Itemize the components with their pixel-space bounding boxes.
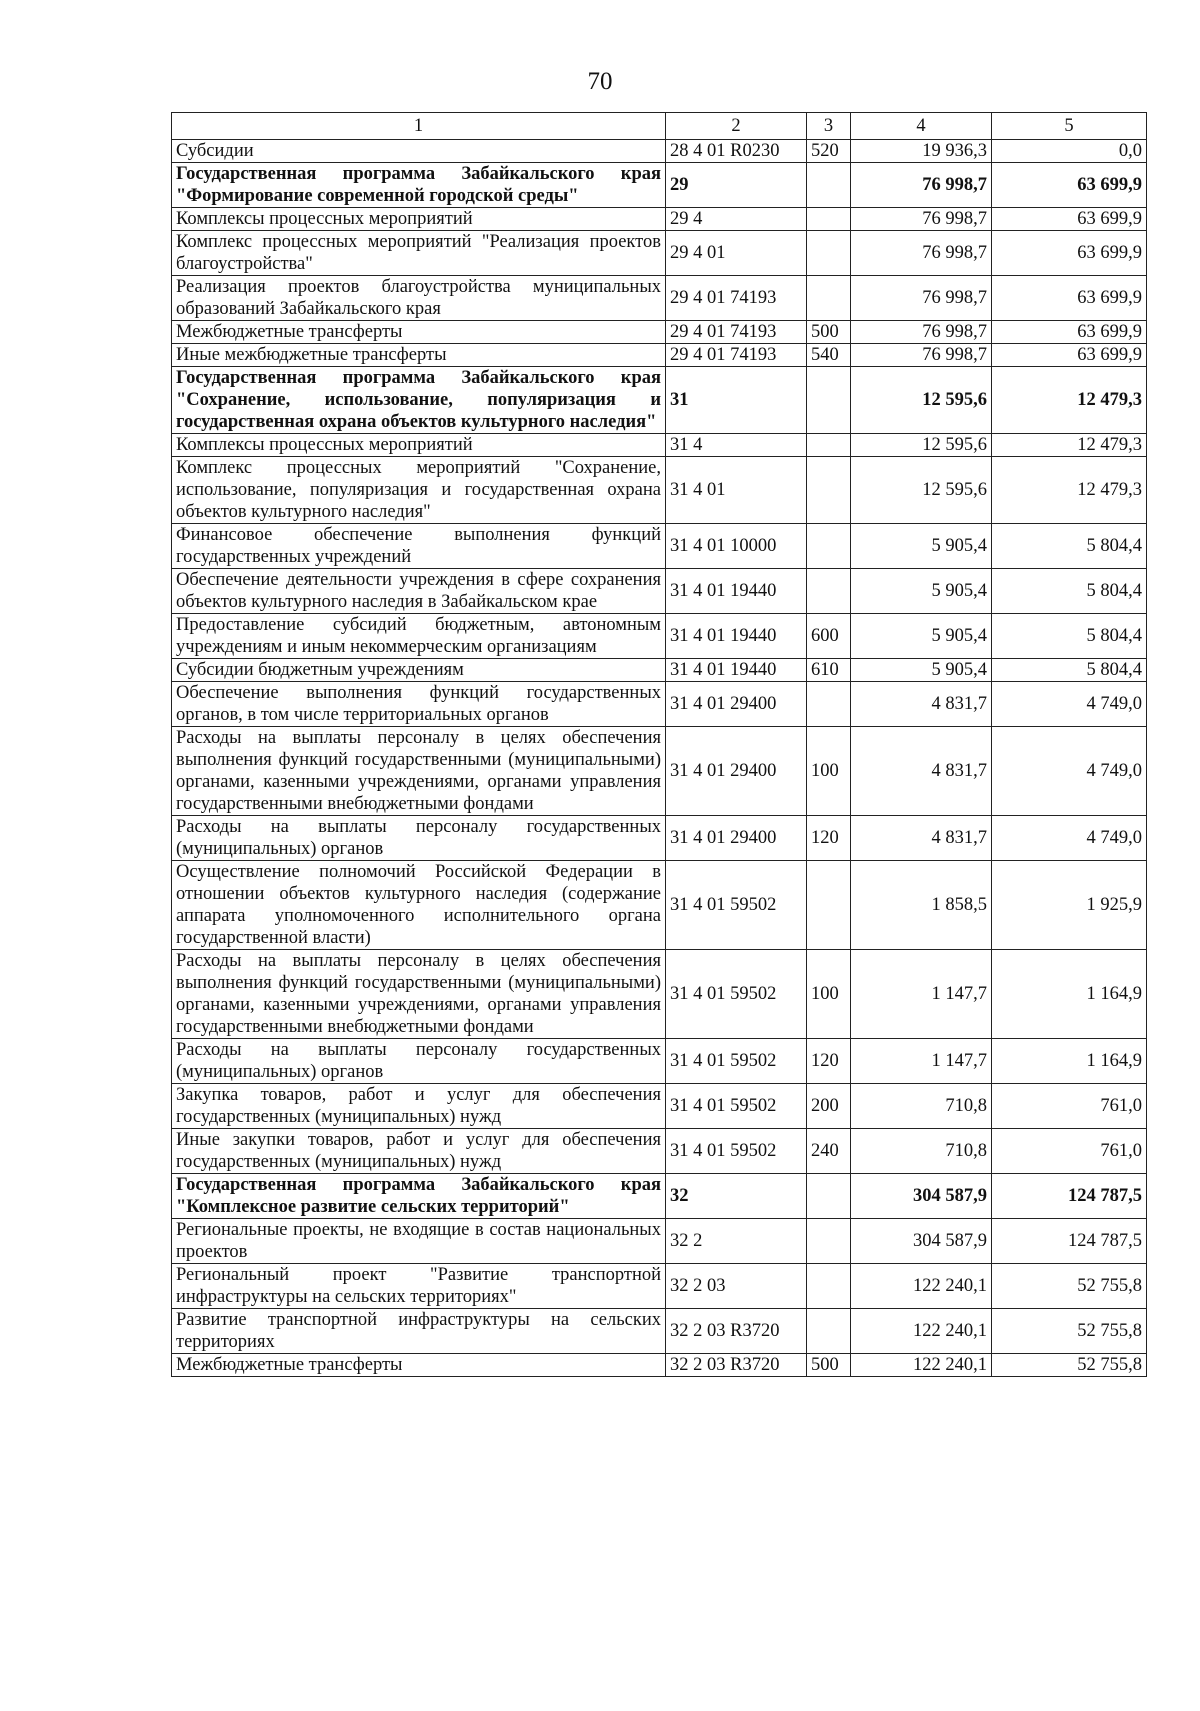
row-code-cell: 32 2 03 R3720 — [666, 1309, 807, 1354]
row-value-2026-cell: 761,0 — [992, 1129, 1147, 1174]
row-code-cell: 32 — [666, 1174, 807, 1219]
row-name-cell: Осуществление полномочий Российской Федерации в отношении объектов культурного наследия (содержание аппарата уполномоченного исполнительного органа государственной власти) — [172, 861, 666, 950]
row-kvr-cell: 610 — [807, 659, 851, 682]
column-header: 1 — [172, 113, 666, 140]
row-kvr-cell: 100 — [807, 950, 851, 1039]
row-value-2025-cell: 76 998,7 — [851, 208, 992, 231]
table-row — [172, 344, 1147, 367]
table-row — [172, 614, 1147, 659]
row-value-2025-cell: 4 831,7 — [851, 682, 992, 727]
row-value-2026-cell: 1 925,9 — [992, 861, 1147, 950]
row-value-2025-cell: 12 595,6 — [851, 434, 992, 457]
table-row — [172, 727, 1147, 816]
row-kvr-cell — [807, 682, 851, 727]
row-value-2025-cell: 1 858,5 — [851, 861, 992, 950]
row-name-cell: Государственная программа Забайкальского края "Комплексное развитие сельских территорий" — [172, 1174, 666, 1219]
row-name-cell: Расходы на выплаты персоналу в целях обеспечения выполнения функций государственными (муниципальными) органами, казенными учреждениями, органами управления государственными внебюджетными фондами — [172, 950, 666, 1039]
row-name-cell: Региональный проект "Развитие транспортной инфраструктуры на сельских территориях" — [172, 1264, 666, 1309]
page-number: 70 — [587, 68, 613, 95]
table-row — [172, 276, 1147, 321]
row-kvr-cell — [807, 163, 851, 208]
row-value-2025-cell: 12 595,6 — [851, 457, 992, 524]
row-name-cell: Комплекс процессных мероприятий "Сохранение, использование, популяризация и государственная охрана объектов культурного наследия" — [172, 457, 666, 524]
row-name-cell: Расходы на выплаты персоналу в целях обеспечения выполнения функций государственными (муниципальными) органами, казенными учреждениями, органами управления государственными внебюджетными фондами — [172, 727, 666, 816]
row-code-cell: 32 2 03 — [666, 1264, 807, 1309]
row-name-cell: Комплексы процессных мероприятий — [172, 434, 666, 457]
row-value-2026-cell: 5 804,4 — [992, 569, 1147, 614]
row-value-2026-cell: 52 755,8 — [992, 1264, 1147, 1309]
table-row — [172, 1354, 1147, 1377]
row-value-2025-cell: 710,8 — [851, 1084, 992, 1129]
row-code-cell: 29 4 01 74193 — [666, 344, 807, 367]
table-row — [172, 321, 1147, 344]
row-kvr-cell: 100 — [807, 727, 851, 816]
row-name-cell: Финансовое обеспечение выполнения функций государственных учреждений — [172, 524, 666, 569]
row-kvr-cell — [807, 1309, 851, 1354]
row-value-2025-cell: 122 240,1 — [851, 1264, 992, 1309]
row-kvr-cell — [807, 861, 851, 950]
row-value-2026-cell: 63 699,9 — [992, 231, 1147, 276]
row-value-2025-cell: 76 998,7 — [851, 321, 992, 344]
row-code-cell: 31 4 01 59502 — [666, 1084, 807, 1129]
row-value-2026-cell: 1 164,9 — [992, 1039, 1147, 1084]
row-value-2026-cell: 63 699,9 — [992, 208, 1147, 231]
row-code-cell: 31 4 01 19440 — [666, 659, 807, 682]
row-value-2026-cell: 63 699,9 — [992, 321, 1147, 344]
table-row — [172, 950, 1147, 1039]
column-header: 3 — [807, 113, 851, 140]
row-kvr-cell — [807, 231, 851, 276]
row-kvr-cell — [807, 367, 851, 434]
row-code-cell: 32 2 — [666, 1219, 807, 1264]
row-name-cell: Обеспечение выполнения функций государственных органов, в том числе территориальных органов — [172, 682, 666, 727]
row-value-2026-cell: 761,0 — [992, 1084, 1147, 1129]
row-value-2026-cell: 52 755,8 — [992, 1354, 1147, 1377]
row-code-cell: 31 4 — [666, 434, 807, 457]
row-code-cell: 31 4 01 59502 — [666, 1129, 807, 1174]
table-row — [172, 1174, 1147, 1219]
row-value-2025-cell: 4 831,7 — [851, 816, 992, 861]
row-value-2025-cell: 76 998,7 — [851, 344, 992, 367]
row-value-2025-cell: 122 240,1 — [851, 1309, 992, 1354]
row-value-2025-cell: 122 240,1 — [851, 1354, 992, 1377]
row-name-cell: Государственная программа Забайкальского края "Формирование современной городской среды" — [172, 163, 666, 208]
row-value-2025-cell: 5 905,4 — [851, 614, 992, 659]
row-kvr-cell: 600 — [807, 614, 851, 659]
table-row — [172, 1264, 1147, 1309]
row-value-2025-cell: 1 147,7 — [851, 950, 992, 1039]
row-kvr-cell: 200 — [807, 1084, 851, 1129]
row-code-cell: 31 4 01 29400 — [666, 682, 807, 727]
row-code-cell: 31 4 01 59502 — [666, 950, 807, 1039]
row-name-cell: Комплекс процессных мероприятий "Реализация проектов благоустройства" — [172, 231, 666, 276]
table-row — [172, 163, 1147, 208]
column-header: 2 — [666, 113, 807, 140]
row-name-cell: Субсидии бюджетным учреждениям — [172, 659, 666, 682]
table-row — [172, 1129, 1147, 1174]
row-name-cell: Иные межбюджетные трансферты — [172, 344, 666, 367]
row-kvr-cell: 520 — [807, 140, 851, 163]
row-name-cell: Развитие транспортной инфраструктуры на сельских территориях — [172, 1309, 666, 1354]
row-value-2025-cell: 1 147,7 — [851, 1039, 992, 1084]
row-kvr-cell: 500 — [807, 1354, 851, 1377]
row-code-cell: 29 4 01 74193 — [666, 276, 807, 321]
row-value-2026-cell: 63 699,9 — [992, 344, 1147, 367]
row-value-2026-cell: 12 479,3 — [992, 367, 1147, 434]
row-kvr-cell — [807, 1219, 851, 1264]
row-kvr-cell — [807, 457, 851, 524]
row-name-cell: Межбюджетные трансферты — [172, 1354, 666, 1377]
table-row — [172, 524, 1147, 569]
row-kvr-cell — [807, 569, 851, 614]
row-name-cell: Иные закупки товаров, работ и услуг для обеспечения государственных (муниципальных) нужд — [172, 1129, 666, 1174]
row-value-2026-cell: 0,0 — [992, 140, 1147, 163]
row-name-cell: Комплексы процессных мероприятий — [172, 208, 666, 231]
column-header: 4 — [851, 113, 992, 140]
row-value-2025-cell: 12 595,6 — [851, 367, 992, 434]
row-name-cell: Обеспечение деятельности учреждения в сфере сохранения объектов культурного наследия в Забайкальском крае — [172, 569, 666, 614]
row-name-cell: Расходы на выплаты персоналу государственных (муниципальных) органов — [172, 816, 666, 861]
row-kvr-cell: 540 — [807, 344, 851, 367]
row-code-cell: 31 4 01 29400 — [666, 816, 807, 861]
row-name-cell: Субсидии — [172, 140, 666, 163]
row-kvr-cell — [807, 434, 851, 457]
row-value-2025-cell: 304 587,9 — [851, 1174, 992, 1219]
row-value-2026-cell: 12 479,3 — [992, 434, 1147, 457]
row-name-cell: Межбюджетные трансферты — [172, 321, 666, 344]
row-code-cell: 31 4 01 — [666, 457, 807, 524]
row-value-2026-cell: 4 749,0 — [992, 682, 1147, 727]
row-code-cell: 29 4 — [666, 208, 807, 231]
row-kvr-cell: 120 — [807, 1039, 851, 1084]
row-code-cell: 31 4 01 19440 — [666, 614, 807, 659]
table-row — [172, 1219, 1147, 1264]
row-kvr-cell: 240 — [807, 1129, 851, 1174]
row-kvr-cell: 120 — [807, 816, 851, 861]
row-code-cell: 28 4 01 R0230 — [666, 140, 807, 163]
row-name-cell: Расходы на выплаты персоналу государственных (муниципальных) органов — [172, 1039, 666, 1084]
row-code-cell: 29 — [666, 163, 807, 208]
table-row — [172, 659, 1147, 682]
row-kvr-cell: 500 — [807, 321, 851, 344]
table-row — [172, 140, 1147, 163]
row-value-2026-cell: 63 699,9 — [992, 276, 1147, 321]
row-kvr-cell — [807, 524, 851, 569]
row-name-cell: Предоставление субсидий бюджетным, автономным учреждениям и иным некоммерческим организациям — [172, 614, 666, 659]
row-value-2026-cell: 4 749,0 — [992, 727, 1147, 816]
table-row — [172, 1084, 1147, 1129]
table-row — [172, 231, 1147, 276]
row-value-2025-cell: 304 587,9 — [851, 1219, 992, 1264]
row-value-2025-cell: 5 905,4 — [851, 659, 992, 682]
row-value-2025-cell: 76 998,7 — [851, 231, 992, 276]
row-name-cell: Региональные проекты, не входящие в состав национальных проектов — [172, 1219, 666, 1264]
row-value-2026-cell: 5 804,4 — [992, 614, 1147, 659]
row-name-cell: Реализация проектов благоустройства муниципальных образований Забайкальского края — [172, 276, 666, 321]
row-value-2026-cell: 52 755,8 — [992, 1309, 1147, 1354]
row-kvr-cell — [807, 276, 851, 321]
table-row — [172, 434, 1147, 457]
row-code-cell: 31 4 01 10000 — [666, 524, 807, 569]
row-code-cell: 31 4 01 19440 — [666, 569, 807, 614]
row-kvr-cell — [807, 1174, 851, 1219]
row-code-cell: 29 4 01 — [666, 231, 807, 276]
table-row — [172, 208, 1147, 231]
row-value-2025-cell: 76 998,7 — [851, 276, 992, 321]
row-value-2026-cell: 5 804,4 — [992, 524, 1147, 569]
table-row — [172, 367, 1147, 434]
header-row — [172, 113, 1147, 140]
row-value-2025-cell: 5 905,4 — [851, 524, 992, 569]
row-value-2026-cell: 124 787,5 — [992, 1219, 1147, 1264]
row-code-cell: 32 2 03 R3720 — [666, 1354, 807, 1377]
row-code-cell: 31 4 01 29400 — [666, 727, 807, 816]
row-value-2025-cell: 76 998,7 — [851, 163, 992, 208]
row-kvr-cell — [807, 208, 851, 231]
row-code-cell: 31 4 01 59502 — [666, 1039, 807, 1084]
row-value-2025-cell: 4 831,7 — [851, 727, 992, 816]
row-value-2026-cell: 1 164,9 — [992, 950, 1147, 1039]
column-header: 5 — [992, 113, 1147, 140]
row-value-2026-cell: 12 479,3 — [992, 457, 1147, 524]
table-row — [172, 1309, 1147, 1354]
row-value-2025-cell: 5 905,4 — [851, 569, 992, 614]
row-code-cell: 31 4 01 59502 — [666, 861, 807, 950]
row-code-cell: 31 — [666, 367, 807, 434]
row-name-cell: Закупка товаров, работ и услуг для обеспечения государственных (муниципальных) нужд — [172, 1084, 666, 1129]
row-value-2025-cell: 19 936,3 — [851, 140, 992, 163]
row-name-cell: Государственная программа Забайкальского края "Сохранение, использование, популяризация и государственная охрана объектов культурного наследия" — [172, 367, 666, 434]
row-code-cell: 29 4 01 74193 — [666, 321, 807, 344]
row-value-2026-cell: 5 804,4 — [992, 659, 1147, 682]
row-kvr-cell — [807, 1264, 851, 1309]
table-row — [172, 1039, 1147, 1084]
row-value-2026-cell: 63 699,9 — [992, 163, 1147, 208]
row-value-2025-cell: 710,8 — [851, 1129, 992, 1174]
table-row — [172, 861, 1147, 950]
table-row — [172, 816, 1147, 861]
budget-table — [171, 112, 1147, 1377]
table-row — [172, 569, 1147, 614]
row-value-2026-cell: 4 749,0 — [992, 816, 1147, 861]
table-row — [172, 457, 1147, 524]
row-value-2026-cell: 124 787,5 — [992, 1174, 1147, 1219]
table-row — [172, 682, 1147, 727]
